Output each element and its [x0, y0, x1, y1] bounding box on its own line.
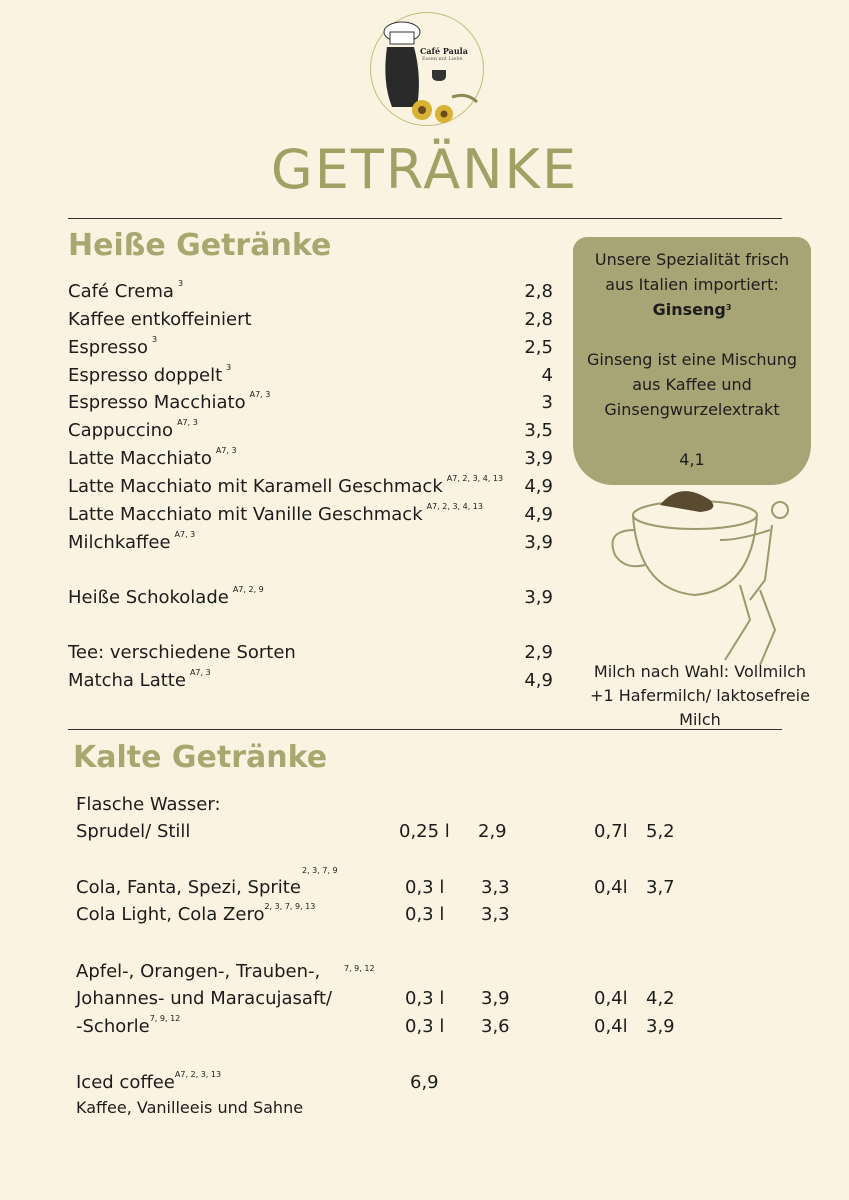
hot-item-sup: A7, 3 — [189, 668, 211, 677]
cola-light-row — [76, 904, 315, 925]
hot-item-price: 4,9 — [524, 476, 553, 497]
juice-name: Johannes- und Maracujasaft/ — [76, 988, 333, 1009]
hot-item-price: 2,8 — [524, 281, 553, 302]
hot-item-name: Café Crema — [68, 281, 174, 302]
hot-item-sup: 3 — [226, 363, 232, 372]
hot-item-name: Espresso Macchiato — [68, 392, 246, 413]
divider-top — [68, 218, 782, 219]
hot-item — [68, 337, 157, 358]
cola-light-size1: 0,3 l — [405, 904, 445, 925]
cola-name: Cola, Fanta, Spezi, Sprite — [76, 877, 301, 898]
special-name — [573, 297, 811, 322]
hot-item-price: 2,5 — [524, 337, 553, 358]
cola-size1: 0,3 l — [405, 877, 445, 898]
juice-price2: 4,2 — [646, 988, 675, 1009]
hot-drinks-heading: Heiße Getränke — [68, 228, 332, 263]
hot-item-name: Tee: verschiedene Sorten — [68, 642, 296, 663]
hot-item-name: Kaffee entkoffeiniert — [68, 309, 252, 330]
juice-sup: 7, 9, 12 — [344, 964, 375, 973]
special-name-sup: 3 — [725, 303, 732, 312]
hot-item-name: Espresso doppelt — [68, 365, 223, 386]
hot-item-name: Matcha Latte — [68, 670, 186, 691]
hot-item-name: Latte Macchiato mit Karamell Geschmack — [68, 476, 443, 497]
iced-coffee-sup: A7, 2, 3, 13 — [174, 1070, 222, 1079]
milk-note-line1: Milch nach Wahl: Vollmilch — [593, 662, 807, 681]
hot-item — [68, 309, 252, 330]
hot-item-price: 3,5 — [524, 420, 553, 441]
hot-item-price: 4,9 — [524, 670, 553, 691]
milk-note-line2: +1 Hafermilch/ laktosefreie — [590, 686, 810, 705]
schorle-price1: 3,6 — [481, 1016, 510, 1037]
hot-item-sup: A7, 3 — [177, 418, 198, 427]
hot-item — [68, 281, 183, 302]
logo-illustration — [362, 2, 492, 132]
logo-name: Café Paula — [420, 46, 468, 56]
schorle-price2: 3,9 — [646, 1016, 675, 1037]
cafe-logo — [362, 2, 492, 132]
cola-price2: 3,7 — [646, 877, 675, 898]
hot-item — [68, 448, 237, 469]
juice-size2: 0,4l — [594, 988, 628, 1009]
water-size2: 0,7l — [594, 821, 628, 842]
cola-light-name: Cola Light, Cola Zero — [76, 904, 265, 925]
cola-light-price1: 3,3 — [481, 904, 510, 925]
water-name: Sprudel/ Still — [76, 821, 191, 842]
hot-item-name: Latte Macchiato mit Vanille Geschmack — [68, 504, 423, 525]
special-name-text: Ginseng — [652, 300, 726, 319]
hot-item — [68, 420, 198, 441]
water-label: Flasche Wasser: — [76, 794, 221, 815]
milk-note — [570, 660, 830, 732]
hot-item-sup: A7, 3 — [249, 390, 271, 399]
hot-item — [68, 392, 270, 413]
hot-item-price: 3,9 — [524, 448, 553, 469]
schorle-name: -Schorle — [76, 1016, 150, 1037]
milk-note-line3: Milch — [679, 710, 721, 729]
cola-price1: 3,3 — [481, 877, 510, 898]
special-desc1: Ginseng ist eine Mischung — [586, 350, 797, 369]
hot-item-price: 3,9 — [524, 587, 553, 608]
special-line2: aus Italien importiert: — [605, 275, 779, 294]
cola-light-sup: 2, 3, 7, 9, 13 — [264, 902, 316, 911]
cola-sup: 2, 3, 7, 9 — [302, 866, 338, 875]
ginseng-special-box — [573, 237, 811, 485]
hot-item-sup: 3 — [152, 335, 158, 344]
hot-item-name: Latte Macchiato — [68, 448, 212, 469]
cold-drinks-heading: Kalte Getränke — [73, 740, 328, 775]
hot-item — [68, 476, 503, 497]
schorle-sup: 7, 9, 12 — [149, 1014, 181, 1023]
juice-size1: 0,3 l — [405, 988, 445, 1009]
logo-tagline: Essen mit Liebe — [422, 56, 463, 62]
hot-item-name: Espresso — [68, 337, 149, 358]
hot-item — [68, 670, 211, 691]
hot-item-sup: A7, 3 — [215, 446, 237, 455]
hot-item-sup: A7, 2, 3, 4, 13 — [426, 502, 483, 511]
hot-item-sup: 3 — [177, 279, 184, 288]
hot-item — [68, 504, 483, 525]
coffee-cup-illustration — [600, 470, 810, 670]
hot-item — [68, 365, 231, 386]
water-price2: 5,2 — [646, 821, 675, 842]
page-title: GETRÄNKE — [270, 138, 579, 201]
iced-coffee-desc: Kaffee, Vanilleeis und Sahne — [76, 1098, 304, 1117]
hot-item — [68, 642, 296, 663]
cola-size2: 0,4l — [594, 877, 628, 898]
iced-coffee-price: 6,9 — [410, 1072, 439, 1093]
iced-coffee-name: Iced coffee — [76, 1072, 175, 1093]
schorle-row — [76, 1016, 180, 1037]
water-price1: 2,9 — [478, 821, 507, 842]
juice-price1: 3,9 — [481, 988, 510, 1009]
water-size1: 0,25 l — [399, 821, 450, 842]
hot-item-sup: A7, 3 — [174, 530, 196, 539]
special-desc3: Ginsengwurzelextrakt — [604, 400, 780, 419]
hot-item-price: 3,9 — [524, 532, 553, 553]
hot-item-price: 3 — [541, 392, 553, 413]
iced-coffee-row — [76, 1072, 221, 1093]
special-line1: Unsere Spezialität frisch — [594, 250, 790, 269]
schorle-size2: 0,4l — [594, 1016, 628, 1037]
hot-item — [68, 532, 195, 553]
hot-item-name: Milchkaffee — [68, 532, 171, 553]
hot-item-price: 4,9 — [524, 504, 553, 525]
hot-item — [68, 587, 264, 608]
divider-middle — [68, 729, 782, 730]
hot-item-sup: A7, 2, 9 — [232, 585, 264, 594]
juice-line1: Apfel-, Orangen-, Trauben-, — [76, 961, 321, 982]
hot-item-price: 2,9 — [524, 642, 553, 663]
hot-item-name: Cappuccino — [68, 420, 174, 441]
hot-item-price: 4 — [541, 365, 553, 386]
hot-item-name: Heiße Schokolade — [68, 587, 229, 608]
special-price: 4,1 — [679, 450, 705, 469]
schorle-size1: 0,3 l — [405, 1016, 445, 1037]
hot-item-sup: A7, 2, 3, 4, 13 — [446, 474, 504, 483]
hot-item-price: 2,8 — [524, 309, 553, 330]
special-desc2: aus Kaffee und — [632, 375, 752, 394]
